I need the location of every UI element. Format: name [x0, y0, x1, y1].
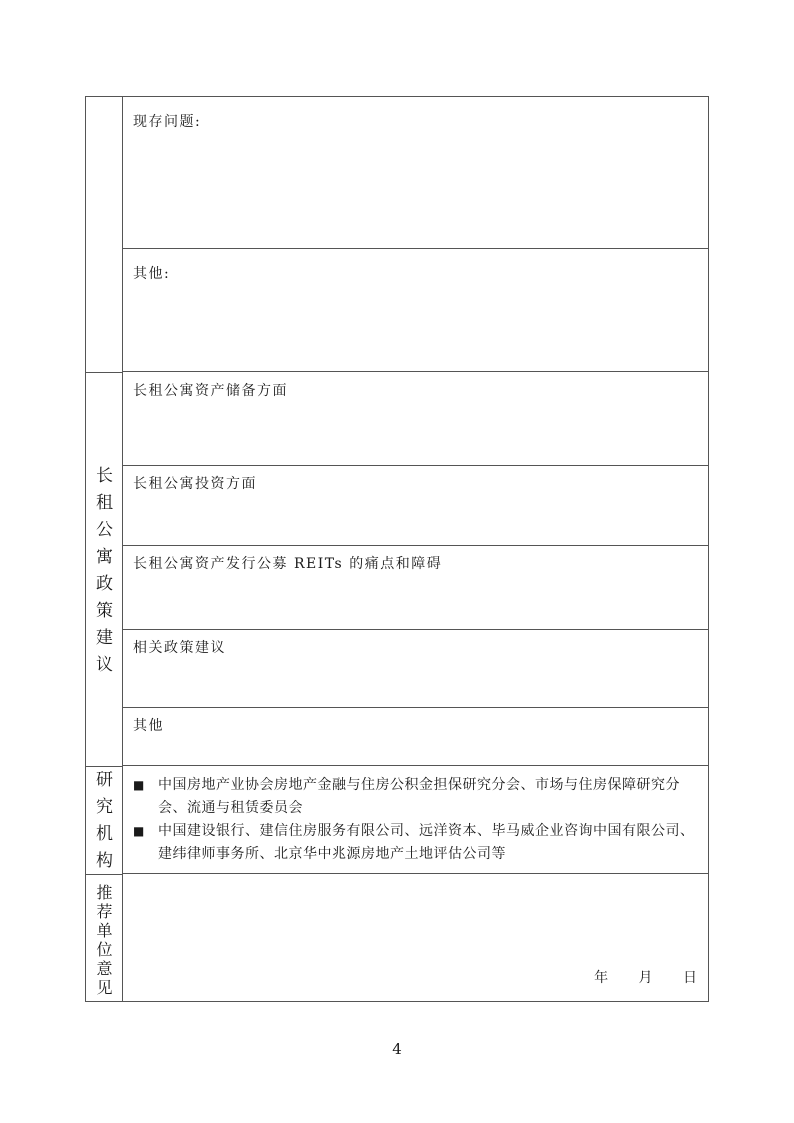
recommend-section-title: 推 荐 单 位 意 见: [96, 883, 113, 997]
current-issues-label: 现存问题:: [133, 114, 202, 130]
date-year: 年: [594, 970, 610, 986]
policy-section-title: 长 租 公 寓 政 策 建 议: [96, 466, 113, 675]
research-institutions-cell: [123, 766, 708, 874]
list-item: [133, 774, 698, 820]
policy-row-other[interactable]: [123, 708, 708, 766]
policy-row-asset-reserve[interactable]: [123, 372, 708, 466]
research-section-title: 研 究 机 构: [96, 770, 113, 871]
recommend-opinion-cell[interactable]: [123, 874, 708, 1001]
policy-row-label: 其他: [133, 718, 164, 734]
square-bullet-icon: ■: [133, 824, 145, 838]
left-column: [86, 97, 123, 1001]
policy-row-label: 长租公寓投资方面: [133, 476, 257, 492]
page-number: 4: [392, 1040, 402, 1058]
institution-text: 中国建设银行、建信住房服务有限公司、远洋资本、毕马威企业咨询中国有限公司、建纬律师事务所、北京华中兆源房地产土地评估公司等: [158, 823, 695, 862]
policy-row-reits-obstacles[interactable]: [123, 546, 708, 630]
square-bullet-icon: ■: [133, 778, 145, 792]
date-day: 日: [683, 970, 698, 986]
policy-row-label: 长租公寓资产储备方面: [133, 383, 288, 399]
row-divider: [86, 372, 122, 373]
policy-row-suggestions[interactable]: [123, 630, 708, 708]
form-table: [85, 96, 709, 1002]
research-institutions-list: [133, 774, 698, 866]
institution-text: 中国房地产业协会房地产金融与住房公积金担保研究分会、市场与住房保障研究分会、流通与租赁委员会: [158, 777, 680, 816]
signature-date: [570, 967, 698, 987]
policy-row-label: 相关政策建议: [133, 640, 226, 656]
current-issues-cell[interactable]: [123, 97, 708, 249]
policy-row-investment[interactable]: [123, 466, 708, 546]
policy-row-label: 长租公寓资产发行公募 REITs 的痛点和障碍: [133, 556, 443, 572]
date-month: 月: [638, 970, 654, 986]
other-top-label: 其他:: [133, 266, 171, 282]
list-item: [133, 820, 698, 866]
other-top-cell[interactable]: [123, 249, 708, 372]
